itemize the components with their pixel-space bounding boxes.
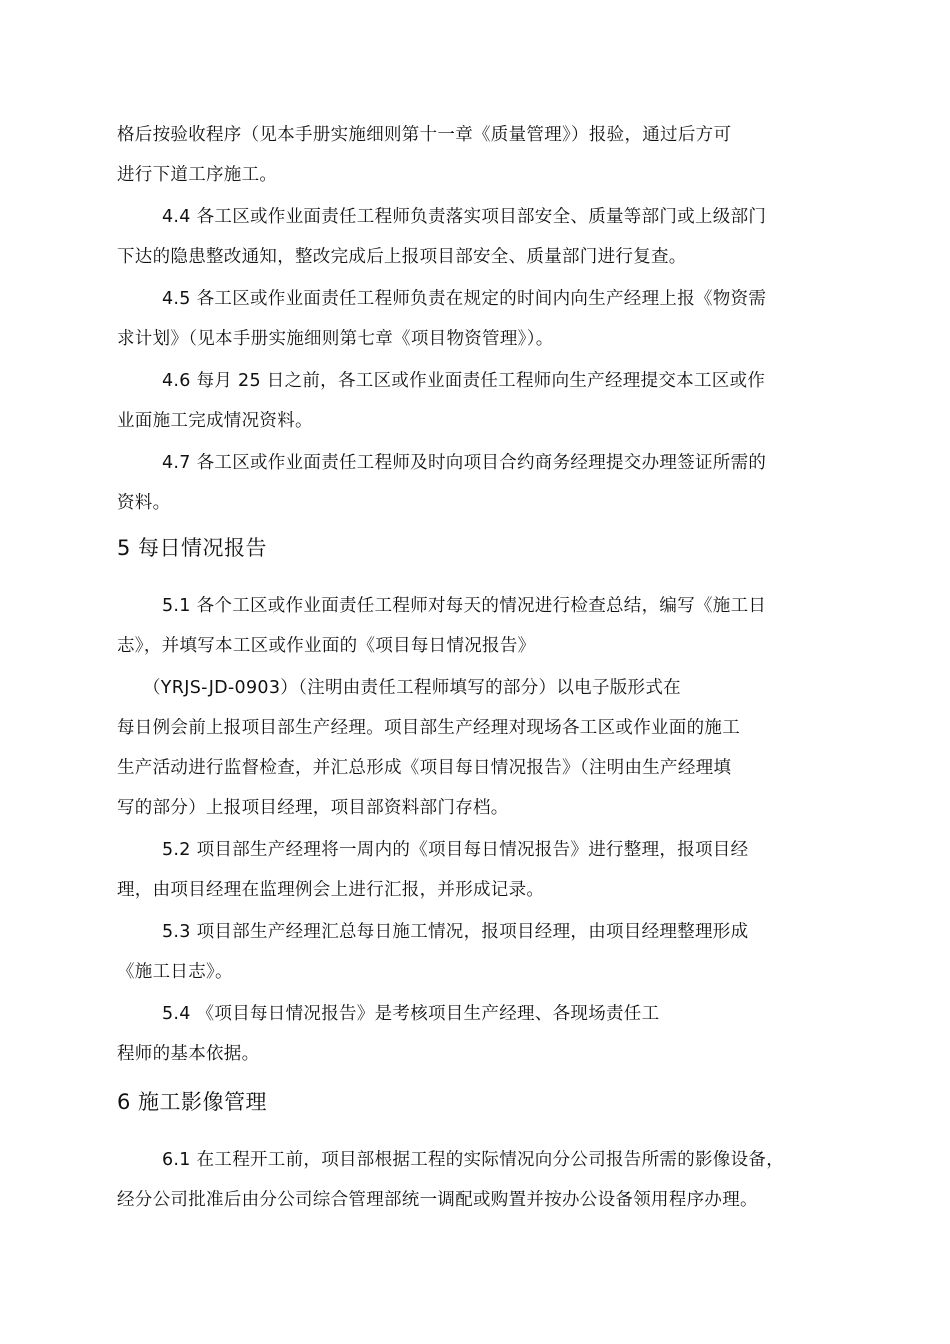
paragraph-4-4-line: 4.4 各工区或作业面责任工程师负责落实项目部安全、质量等部门或上级部门 — [162, 207, 767, 227]
paragraph-6-1-line: 6.1 在工程开工前，项目部根据工程的实际情况向分公司报告所需的影像设备， — [162, 1150, 784, 1170]
paragraph-4-7-line: 4.7 各工区或作业面责任工程师及时向项目合约商务经理提交办理签证所需的 — [162, 453, 767, 473]
paragraph-5-2-line: 理，由项目经理在监理例会上进行汇报，并形成记录。 — [117, 880, 545, 900]
paragraph-5-4-line: 程师的基本依据。 — [117, 1044, 260, 1064]
paragraph-4-5-line: 4.5 各工区或作业面责任工程师负责在规定的时间内向生产经理上报《物资需 — [162, 289, 767, 309]
paragraph-4-7-line: 资料。 — [117, 493, 171, 513]
paragraph-5-1-line: 每日例会前上报项目部生产经理。项目部生产经理对现场各工区或作业面的施工 — [117, 718, 740, 738]
paragraph-4-4-line: 下达的隐患整改通知，整改完成后上报项目部安全、质量部门进行复查。 — [117, 247, 687, 267]
paragraph-5-3-line: 5.3 项目部生产经理汇总每日施工情况，报项目经理，由项目经理整理形成 — [162, 922, 749, 942]
paragraph-6-1-line: 经分公司批准后由分公司综合管理部统一调配或购置并按办公设备领用程序办理。 — [117, 1190, 758, 1210]
section-heading-6: 6 施工影像管理 — [117, 1090, 268, 1114]
paragraph-5-1-line: 5.1 各个工区或作业面责任工程师对每天的情况进行检查总结，编写《施工日 — [162, 596, 767, 616]
paragraph-5-1-line: 写的部分）上报项目经理，项目部资料部门存档。 — [117, 798, 509, 818]
paragraph-5-3-line: 《施工日志》。 — [117, 962, 233, 982]
section-heading-5: 5 每日情况报告 — [117, 536, 268, 560]
paragraph-5-1-line: （YRJS-JD-0903）（注明由责任工程师填写的部分）以电子版形式在 — [143, 678, 681, 698]
paragraph-5-1-line: 志》，并填写本工区或作业面的《项目每日情况报告》 — [117, 636, 536, 656]
paragraph-4-6-line: 业面施工完成情况资料。 — [117, 411, 313, 431]
paragraph-5-1-line: 生产活动进行监督检查，并汇总形成《项目每日情况报告》（注明由生产经理填 — [117, 758, 732, 778]
paragraph-5-2-line: 5.2 项目部生产经理将一周内的《项目每日情况报告》进行整理，报项目经 — [162, 840, 749, 860]
paragraph-4-5-line: 求计划》（见本手册实施细则第七章《项目物资管理》）。 — [117, 329, 554, 349]
paragraph-5-4-line: 5.4 《项目每日情况报告》是考核项目生产经理、各现场责任工 — [162, 1004, 660, 1024]
paragraph-4-6-line: 4.6 每月 25 日之前，各工区或作业面责任工程师向生产经理提交本工区或作 — [162, 371, 766, 391]
paragraph-line: 格后按验收程序（见本手册实施细则第十一章《质量管理》）报验，通过后方可 — [117, 125, 732, 145]
paragraph-line: 进行下道工序施工。 — [117, 165, 278, 185]
